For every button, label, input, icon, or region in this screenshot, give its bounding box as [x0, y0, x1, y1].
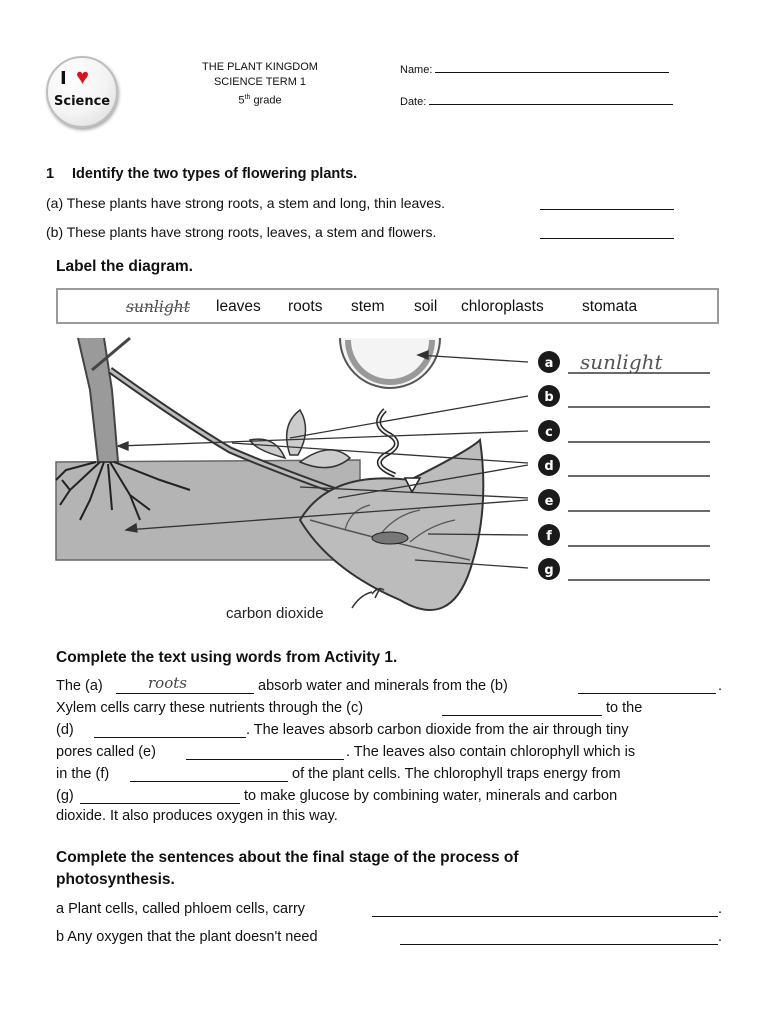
word-bank-word: chloroplasts [461, 298, 544, 315]
final-stage-b: b Any oxygen that the plant doesn't need [56, 929, 318, 945]
text-line-6-cont: to make glucose by combining water, minerals and carbon [244, 788, 618, 804]
label-bubble-c: c [545, 425, 553, 440]
name-label: Name: [400, 64, 433, 76]
date-label: Date: [400, 96, 427, 108]
text-line-7: dioxide. It also produces oxygen in this way. [56, 808, 338, 824]
question-1a-answer-line[interactable] [540, 208, 674, 210]
blank-a[interactable] [116, 692, 254, 694]
label-bubble-f: f [546, 529, 552, 544]
handwritten-answer-roots: roots [148, 674, 187, 692]
label-bubble-e: e [544, 494, 554, 509]
blank-b[interactable] [578, 692, 716, 694]
label-bubble-g: g [544, 563, 554, 578]
label-bubble-b: b [544, 390, 554, 405]
period: . [718, 929, 723, 945]
blank-g[interactable] [80, 802, 240, 804]
blank-e[interactable] [186, 758, 344, 760]
text-line-4: pores called (e) [56, 744, 156, 760]
question-1-prompt: 1 Identify the two types of flowering plants. [46, 166, 358, 182]
blank-f[interactable] [130, 780, 288, 782]
word-bank-word: soil [414, 298, 438, 315]
sun-illustration [340, 338, 440, 388]
label-bubbles [538, 351, 560, 580]
name-field[interactable] [400, 62, 669, 76]
period: . [718, 678, 723, 694]
logo-science-text: Science [54, 94, 111, 109]
text-line-3-cont: . The leaves absorb carbon dioxide from the air through tiny [246, 722, 629, 738]
worksheet-grade: 5th grade [238, 94, 282, 107]
final-stage-a: a Plant cells, called phloem cells, carry [56, 901, 306, 917]
word-bank-word: stem [351, 298, 385, 315]
handwritten-answer-a: sunlight [580, 350, 663, 374]
word-bank-word: roots [288, 298, 323, 315]
final-stage-heading-line-2: photosynthesis. [56, 871, 175, 888]
text-line-2-cont: to the [606, 700, 643, 716]
worksheet-header [200, 60, 320, 109]
name-line[interactable] [435, 62, 669, 73]
word-bank-word: leaves [216, 298, 261, 315]
complete-text-heading: Complete the text using words from Activity 1. [56, 649, 398, 666]
word-bank-word: stomata [582, 298, 638, 315]
blank-c[interactable] [442, 714, 602, 716]
diagram-answer-lines [568, 373, 710, 580]
text-line-3: (d) [56, 722, 74, 738]
text-line-1: The (a) [56, 678, 103, 694]
text-line-1-cont: absorb water and minerals from the (b) [258, 678, 508, 694]
date-field[interactable] [400, 94, 673, 108]
i-love-science-logo [46, 56, 118, 128]
text-line-5-cont: of the plant cells. The chlorophyll traps energy from [292, 766, 621, 782]
text-line-6: (g) [56, 788, 74, 804]
worksheet-title: THE PLANT KINGDOM [202, 61, 318, 73]
worksheet-term: SCIENCE TERM 1 [213, 76, 307, 88]
label-bubble-a: a [544, 356, 554, 371]
text-line-4-cont: . The leaves also contain chlorophyll which is [346, 744, 636, 760]
tree-trunk [78, 338, 118, 462]
question-1b: (b) These plants have strong roots, leaves, a stem and flowers. [46, 224, 437, 240]
final-stage-heading-line-1: Complete the sentences about the final stage of the process of [56, 849, 519, 866]
heart-icon: ♥ [76, 64, 90, 89]
text-line-5: in the (f) [56, 766, 110, 782]
word-bank-word: sunlight [126, 298, 190, 316]
word-bank [56, 288, 719, 324]
blank-d[interactable] [94, 736, 246, 738]
text-line-2: Xylem cells carry these nutrients through the (c) [56, 700, 364, 716]
question-1a: (a) These plants have strong roots, a stem and long, thin leaves. [46, 195, 445, 211]
date-line[interactable] [429, 94, 673, 105]
question-1b-answer-line[interactable] [540, 237, 674, 239]
carbon-dioxide-label: carbon dioxide [226, 605, 324, 622]
photosynthesis-diagram [0, 330, 768, 630]
final-stage-a-answer-line[interactable] [372, 915, 718, 917]
logo-i-text: I [60, 68, 67, 89]
label-bubble-d: d [544, 459, 554, 474]
final-stage-b-answer-line[interactable] [400, 943, 718, 945]
period: . [718, 901, 723, 917]
label-diagram-heading: Label the diagram. [56, 258, 193, 275]
